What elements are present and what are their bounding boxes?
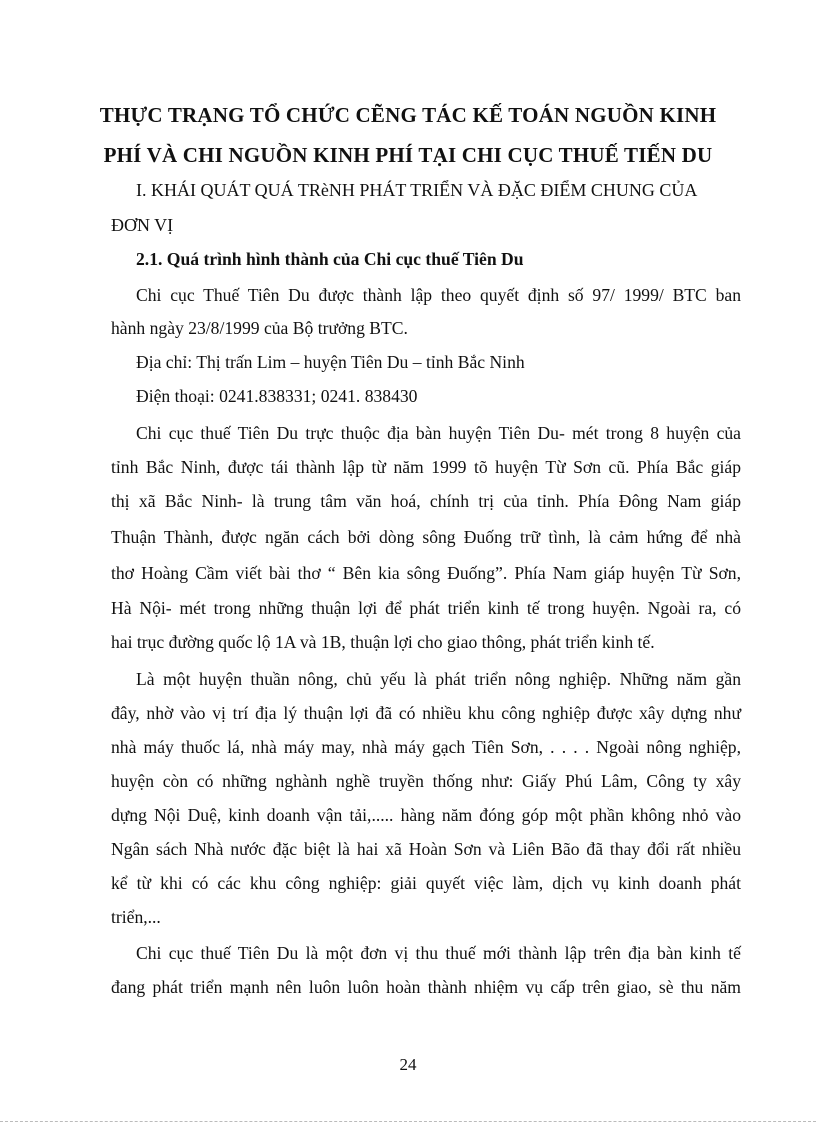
para1-line-4: Thuận Thành, được ngăn cách bởi dòng sông Đuống trữ tình, là cảm hứng để nhà: [111, 527, 741, 547]
para2-line-4: huyện còn có những nghành nghề truyền thống như: Giấy Phú Lâm, Công ty xây: [111, 771, 741, 791]
para2-line-8: triển,...: [111, 907, 161, 927]
para2-line-5: dựng Nội Duệ, kinh doanh vận tải,..... hàng năm đóng góp một phần không nhỏ vào: [111, 805, 741, 825]
page-number: 24: [399, 1055, 417, 1074]
para1-line-3: thị xã Bắc Ninh- là trung tâm văn hoá, chính trị của tỉnh. Phía Đông Nam giáp: [111, 491, 741, 511]
para2-line-6: Ngân sách Nhà nước đặc biệt là hai xã Hoàn Sơn và Liên Bão đã thay đổi rất nhiều: [111, 839, 741, 859]
para2-line-2: đây, nhờ vào vị trí địa lý thuận lợi đã có nhiều khu công nghiệp được xây dựng như: [111, 703, 741, 723]
para1-line-2: tỉnh Bắc Ninh, được tái thành lập từ năm 1999 tõ huyện Từ Sơn cũ. Phía Bắc giáp: [111, 457, 741, 477]
para3-line-2: đang phát triển mạnh nên luôn luôn hoàn thành nhiệm vụ cấp trên giao, sè thu năm: [111, 977, 741, 997]
para2-line-3: nhà máy thuốc lá, nhà máy may, nhà máy gạch Tiên Sơn, . . . . Ngoài nông nghiệp,: [111, 737, 741, 757]
address-line: Địa chỉ: Thị trấn Lim – huyện Tiên Du – tỉnh Bắc Ninh: [136, 352, 525, 372]
subsection-heading: 2.1. Quá trình hình thành của Chi cục thuế Tiên Du: [136, 249, 524, 269]
para3-line-1: Chi cục thuế Tiên Du là một đơn vị thu thuế mới thành lập trên địa bàn kinh tế: [136, 943, 741, 963]
para1-line-7: hai trục đường quốc lộ 1A và 1B, thuận lợi cho giao thông, phát triển kinh tế.: [111, 632, 655, 652]
intro-line-1: Chi cục Thuế Tiên Du được thành lập theo quyết định số 97/ 1999/ BTC ban: [136, 285, 741, 305]
section-heading-line-1: I. KHÁI QUÁT QUÁ TRèNH PHÁT TRIỂN VÀ ĐẶC ĐIỂM CHUNG CỦA: [136, 180, 698, 200]
para2-line-7: kể từ khi có các khu công nghiệp: giải quyết việc làm, dịch vụ kinh doanh phát: [111, 873, 741, 893]
chapter-title-line-1: THỰC TRẠNG TỔ CHỨC CẼNG TÁC KẾ TOÁN NGUỒN KINH: [99, 103, 717, 127]
chapter-title-line-2: PHÍ VÀ CHI NGUỒN KINH PHÍ TẠI CHI CỤC THUẾ TIẾN DU: [103, 143, 713, 167]
para1-line-5: thơ Hoàng Cầm viết bài thơ “ Bên kia sông Đuống”. Phía Nam giáp huyện Từ Sơn,: [111, 563, 741, 583]
para1-line-1: Chi cục thuế Tiên Du trực thuộc địa bàn huyện Tiên Du- mét trong 8 huyện của: [136, 423, 741, 443]
para1-line-6: Hà Nội- mét trong những thuận lợi để phát triển kinh tế trong huyện. Ngoài ra, có: [111, 598, 741, 618]
intro-line-2: hành ngày 23/8/1999 của Bộ trưởng BTC.: [111, 318, 408, 338]
phone-line: Điện thoại: 0241.838331; 0241. 838430: [136, 386, 418, 406]
page-edge-rule: [0, 1121, 816, 1122]
para2-line-1: Là một huyện thuần nông, chủ yếu là phát triển nông nghiệp. Những năm gần: [136, 669, 741, 689]
section-heading-line-2: ĐƠN VỊ: [111, 215, 174, 235]
